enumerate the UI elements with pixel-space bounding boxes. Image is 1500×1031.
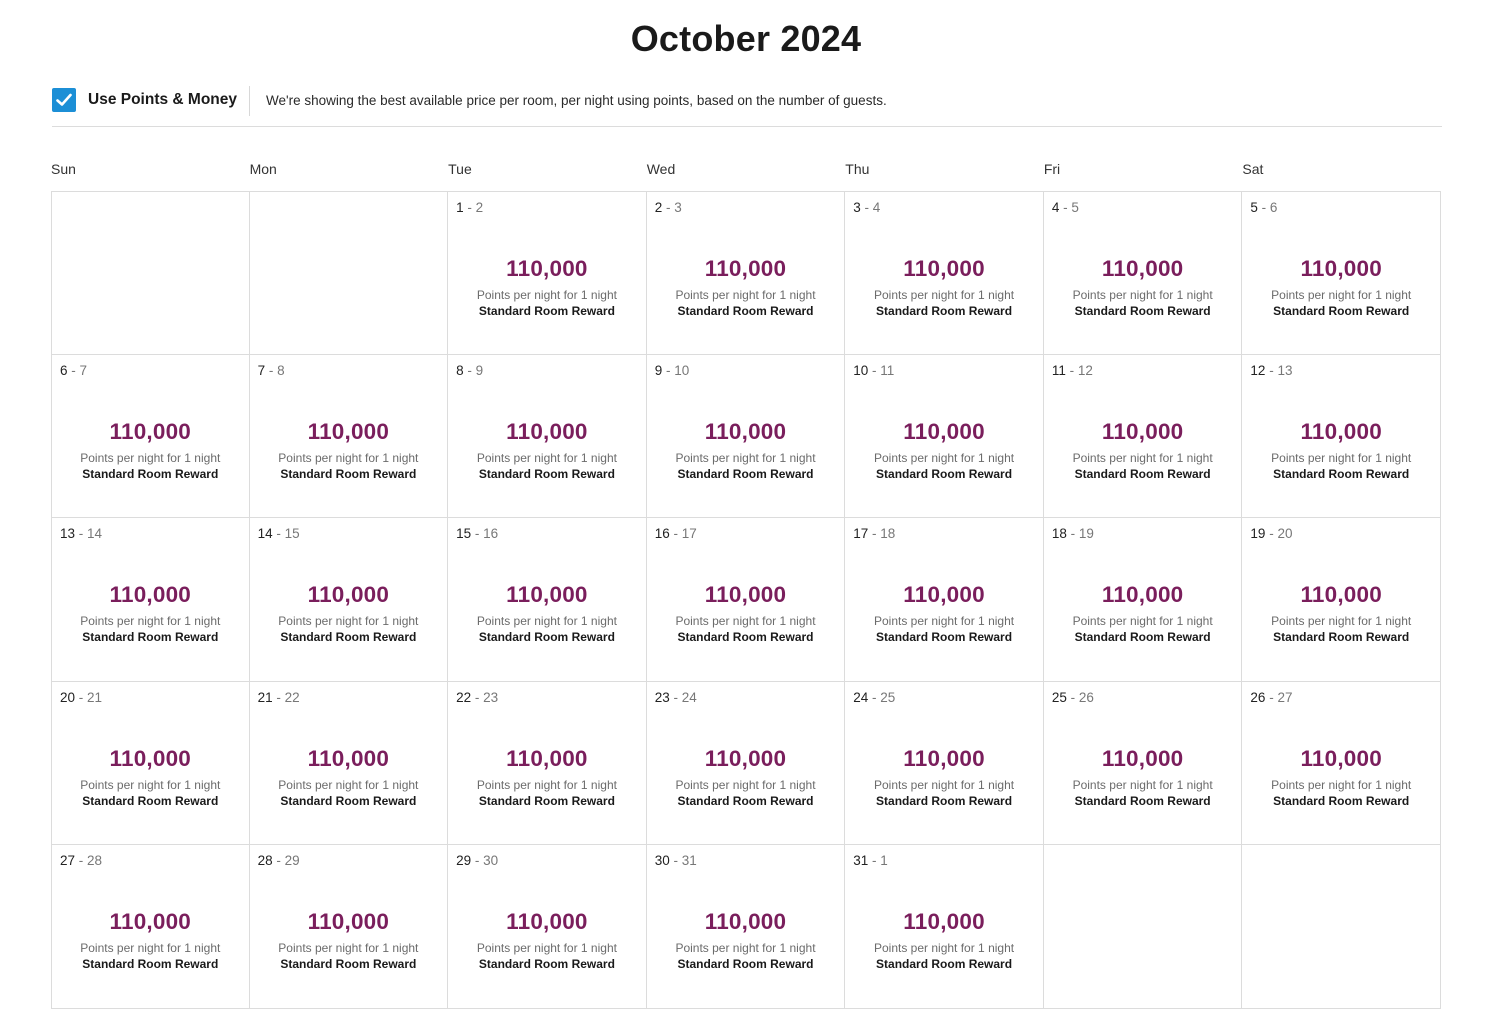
range-separator: - — [669, 526, 682, 542]
check-in-day: 2 — [654, 200, 663, 215]
range-separator: - — [868, 689, 881, 705]
reward-type: Standard Room Reward — [1273, 630, 1410, 645]
points-price: 110,000 — [903, 745, 985, 771]
range-separator: - — [1066, 689, 1079, 705]
check-in-day: 17 — [853, 526, 869, 542]
date-range — [60, 363, 87, 378]
date-range — [60, 526, 102, 541]
points-price: 110,000 — [1300, 745, 1382, 771]
price-caption: Points per night for 1 night — [1271, 450, 1412, 465]
reward-type: Standard Room Reward — [677, 304, 814, 318]
date-range — [853, 200, 880, 215]
date-range — [258, 526, 300, 541]
points-price: 110,000 — [704, 418, 787, 444]
weekday-sun: Sun — [51, 161, 76, 177]
check-out-day: 4 — [872, 200, 881, 215]
date-cell[interactable] — [845, 518, 1044, 682]
check-in-day: 6 — [60, 362, 68, 378]
price-caption: Points per night for 1 night — [1072, 614, 1213, 629]
reward-type: Standard Room Reward — [1273, 793, 1410, 808]
points-price: 110,000 — [1300, 418, 1382, 444]
date-range — [456, 363, 483, 378]
use-points-money-checkbox[interactable] — [52, 88, 76, 112]
points-price: 110,000 — [704, 745, 787, 771]
reward-type: Standard Room Reward — [280, 630, 417, 645]
points-price: 110,000 — [307, 582, 390, 608]
weekday-wed: Wed — [646, 161, 676, 177]
check-in-day: 13 — [60, 526, 76, 542]
date-range — [655, 853, 697, 868]
date-range — [655, 200, 682, 215]
check-in-day: 12 — [1250, 362, 1266, 378]
check-in-day: 14 — [257, 526, 273, 542]
check-in-day: 27 — [60, 853, 76, 869]
date-range — [60, 853, 102, 868]
check-out-day: 5 — [1071, 200, 1079, 215]
points-price: 110,000 — [506, 256, 588, 281]
date-range — [1250, 200, 1277, 215]
date-cell[interactable] — [51, 845, 250, 1009]
reward-type: Standard Room Reward — [82, 630, 219, 645]
check-out-day: 26 — [1078, 689, 1094, 705]
reward-type: Standard Room Reward — [1074, 466, 1211, 481]
date-cell[interactable] — [1044, 682, 1243, 846]
date-range — [1250, 690, 1292, 705]
check-in-day: 28 — [257, 853, 273, 869]
check-out-day: 16 — [483, 526, 499, 542]
check-out-day: 25 — [880, 689, 896, 705]
date-cell[interactable] — [845, 355, 1044, 519]
checkmark-icon — [56, 93, 72, 107]
reward-type: Standard Room Reward — [280, 793, 417, 808]
points-price: 110,000 — [506, 582, 588, 608]
reward-type: Standard Room Reward — [478, 793, 615, 808]
date-cell[interactable] — [647, 355, 846, 519]
date-cell[interactable] — [250, 845, 449, 1009]
check-in-day: 10 — [853, 362, 869, 378]
price-caption: Points per night for 1 night — [80, 941, 221, 956]
date-cell[interactable] — [845, 191, 1044, 355]
points-price: 110,000 — [903, 582, 985, 608]
weekday-mon: Mon — [249, 161, 277, 177]
range-separator: - — [1265, 362, 1278, 378]
check-in-day: 1 — [456, 200, 464, 215]
date-cell[interactable] — [647, 845, 846, 1009]
range-separator: - — [868, 526, 881, 542]
check-out-day: 17 — [681, 526, 697, 542]
range-separator: - — [471, 853, 484, 869]
range-separator: - — [75, 689, 88, 705]
price-caption: Points per night for 1 night — [1072, 288, 1213, 302]
price-caption: Points per night for 1 night — [874, 941, 1015, 956]
page-title: October 2024 — [630, 18, 862, 59]
weekday-fri: Fri — [1043, 161, 1061, 177]
points-price: 110,000 — [1101, 745, 1184, 771]
pricing-description: We're showing the best available price per room, per night using points, based on the number of guests. — [266, 93, 887, 108]
date-cell[interactable] — [448, 191, 647, 355]
points-price: 110,000 — [109, 418, 192, 444]
check-out-day: 19 — [1078, 526, 1094, 542]
price-caption: Points per night for 1 night — [278, 450, 419, 465]
date-cell[interactable] — [1242, 355, 1441, 519]
points-price: 110,000 — [307, 909, 390, 935]
points-price: 110,000 — [109, 745, 192, 771]
date-range — [258, 363, 285, 378]
range-separator: - — [662, 200, 675, 215]
weekday-sat: Sat — [1242, 161, 1264, 177]
date-cell[interactable] — [448, 682, 647, 846]
date-cell[interactable] — [250, 518, 449, 682]
price-caption: Points per night for 1 night — [1271, 614, 1412, 629]
date-cell[interactable] — [250, 682, 449, 846]
check-out-day: 18 — [880, 526, 896, 542]
price-caption: Points per night for 1 night — [1271, 777, 1412, 792]
check-in-day: 15 — [456, 526, 472, 542]
date-cell[interactable] — [1044, 518, 1243, 682]
check-out-day: 22 — [284, 689, 300, 705]
check-out-day: 24 — [681, 689, 697, 705]
price-caption: Points per night for 1 night — [278, 777, 419, 792]
range-separator: - — [272, 689, 285, 705]
check-out-day: 14 — [87, 526, 103, 542]
points-price: 110,000 — [903, 909, 985, 935]
reward-type: Standard Room Reward — [478, 957, 615, 972]
price-caption: Points per night for 1 night — [874, 450, 1015, 465]
check-in-day: 31 — [853, 853, 869, 869]
date-range — [1250, 363, 1292, 378]
range-separator: - — [662, 362, 675, 378]
date-cell[interactable] — [1044, 191, 1243, 355]
points-price: 110,000 — [109, 909, 192, 935]
date-range — [853, 363, 894, 378]
date-cell[interactable] — [51, 518, 250, 682]
check-in-day: 24 — [853, 689, 869, 705]
date-range — [1250, 526, 1292, 541]
range-separator: - — [1066, 526, 1079, 542]
range-separator: - — [669, 689, 682, 705]
points-price: 110,000 — [903, 418, 985, 444]
check-out-day: 13 — [1277, 362, 1293, 378]
price-caption: Points per night for 1 night — [476, 777, 617, 792]
range-separator: - — [272, 853, 285, 869]
empty-cell — [1242, 845, 1441, 1009]
check-in-day: 7 — [257, 362, 266, 378]
check-out-day: 23 — [483, 689, 499, 705]
points-money-toggle-row — [52, 86, 1442, 127]
price-caption: Points per night for 1 night — [675, 941, 816, 956]
date-range — [258, 690, 300, 705]
check-out-day: 2 — [475, 200, 484, 215]
range-separator: - — [471, 526, 484, 542]
check-out-day: 27 — [1277, 689, 1293, 705]
points-price: 110,000 — [506, 745, 588, 771]
check-out-day: 28 — [87, 853, 103, 869]
range-separator: - — [1059, 200, 1072, 215]
reward-type: Standard Room Reward — [677, 793, 814, 808]
date-range — [655, 690, 697, 705]
check-in-day: 29 — [456, 853, 472, 869]
points-price: 110,000 — [506, 909, 588, 935]
date-range — [258, 853, 300, 868]
reward-type: Standard Room Reward — [1074, 304, 1211, 318]
check-in-day: 16 — [654, 526, 670, 542]
date-cell[interactable] — [448, 845, 647, 1009]
check-out-day: 30 — [483, 853, 499, 869]
range-separator: - — [75, 526, 88, 542]
check-out-day: 1 — [880, 853, 888, 869]
check-in-day: 19 — [1250, 526, 1266, 542]
price-caption: Points per night for 1 night — [476, 450, 617, 465]
price-caption: Points per night for 1 night — [675, 614, 816, 629]
price-caption: Points per night for 1 night — [476, 288, 617, 302]
empty-cell — [51, 191, 250, 355]
points-price: 110,000 — [506, 418, 588, 444]
range-separator: - — [868, 853, 881, 869]
points-price: 110,000 — [704, 909, 787, 935]
reward-type: Standard Room Reward — [280, 466, 417, 481]
toggle-divider — [249, 86, 250, 116]
date-range — [1052, 200, 1079, 215]
range-separator: - — [67, 362, 80, 378]
date-cell[interactable] — [51, 682, 250, 846]
date-cell[interactable] — [647, 682, 846, 846]
price-caption: Points per night for 1 night — [675, 450, 816, 465]
use-points-money-label[interactable]: Use Points & Money — [88, 91, 237, 108]
range-separator: - — [471, 689, 484, 705]
check-in-day: 22 — [456, 689, 472, 705]
date-range — [853, 526, 895, 541]
price-caption: Points per night for 1 night — [874, 288, 1015, 302]
price-caption: Points per night for 1 night — [675, 288, 816, 302]
price-caption: Points per night for 1 night — [476, 941, 617, 956]
check-out-day: 12 — [1077, 362, 1093, 378]
check-out-day: 11 — [880, 362, 895, 378]
date-range — [655, 363, 690, 378]
price-caption: Points per night for 1 night — [476, 614, 617, 629]
date-range — [60, 690, 102, 705]
points-price: 110,000 — [1101, 256, 1184, 281]
reward-type: Standard Room Reward — [677, 957, 814, 972]
date-cell[interactable] — [1242, 682, 1441, 846]
reward-type: Standard Room Reward — [1074, 793, 1211, 808]
check-in-day: 25 — [1051, 689, 1067, 705]
check-out-day: 21 — [87, 689, 103, 705]
price-caption: Points per night for 1 night — [1072, 450, 1213, 465]
check-out-day: 10 — [674, 362, 690, 378]
reward-type: Standard Room Reward — [82, 957, 219, 972]
reward-type: Standard Room Reward — [876, 630, 1013, 645]
reward-type: Standard Room Reward — [1273, 466, 1410, 481]
range-separator: - — [463, 362, 476, 378]
check-in-day: 18 — [1051, 526, 1067, 542]
date-cell[interactable] — [1242, 191, 1441, 355]
reward-type: Standard Room Reward — [876, 793, 1013, 808]
reward-type: Standard Room Reward — [280, 957, 417, 972]
reward-type: Standard Room Reward — [1074, 630, 1211, 645]
check-in-day: 11 — [1051, 362, 1066, 378]
reward-type: Standard Room Reward — [876, 957, 1013, 972]
points-price: 110,000 — [1300, 256, 1382, 281]
date-cell[interactable] — [250, 355, 449, 519]
range-separator: - — [463, 200, 476, 215]
date-range — [1052, 526, 1094, 541]
reward-type: Standard Room Reward — [82, 466, 219, 481]
date-cell[interactable] — [647, 191, 846, 355]
range-separator: - — [265, 362, 278, 378]
reward-type: Standard Room Reward — [677, 466, 814, 481]
check-in-day: 3 — [853, 200, 861, 215]
date-cell[interactable] — [845, 845, 1044, 1009]
date-range — [1052, 690, 1094, 705]
check-out-day: 7 — [79, 362, 88, 378]
price-caption: Points per night for 1 night — [80, 450, 221, 465]
check-in-day: 20 — [60, 689, 76, 705]
points-price: 110,000 — [1300, 582, 1382, 608]
points-price: 110,000 — [704, 256, 787, 281]
points-price: 110,000 — [1101, 418, 1184, 444]
range-separator: - — [669, 853, 682, 869]
price-caption: Points per night for 1 night — [278, 941, 419, 956]
check-in-day: 9 — [654, 362, 663, 378]
price-caption: Points per night for 1 night — [1072, 777, 1213, 792]
date-range — [456, 200, 483, 215]
points-price: 110,000 — [704, 582, 787, 608]
date-cell[interactable] — [1242, 518, 1441, 682]
points-price: 110,000 — [307, 418, 390, 444]
date-range — [853, 690, 895, 705]
points-price: 110,000 — [903, 256, 985, 281]
check-out-day: 9 — [475, 362, 484, 378]
points-price: 110,000 — [307, 745, 390, 771]
date-range — [456, 526, 498, 541]
empty-cell — [250, 191, 449, 355]
date-cell[interactable] — [448, 355, 647, 519]
reward-type: Standard Room Reward — [478, 466, 615, 481]
range-separator: - — [860, 200, 873, 215]
date-range — [456, 690, 498, 705]
reward-type: Standard Room Reward — [677, 630, 814, 645]
check-out-day: 3 — [674, 200, 682, 215]
date-range — [1052, 363, 1093, 378]
date-range — [853, 853, 888, 868]
reward-type: Standard Room Reward — [876, 466, 1013, 481]
price-caption: Points per night for 1 night — [1271, 288, 1412, 302]
reward-type: Standard Room Reward — [478, 304, 615, 318]
check-out-day: 29 — [284, 853, 300, 869]
range-separator: - — [868, 362, 881, 378]
price-caption: Points per night for 1 night — [278, 614, 419, 629]
date-range — [456, 853, 498, 868]
date-cell[interactable] — [1044, 355, 1243, 519]
date-cell[interactable] — [448, 518, 647, 682]
price-caption: Points per night for 1 night — [80, 614, 221, 629]
price-caption: Points per night for 1 night — [874, 614, 1015, 629]
points-price: 110,000 — [109, 582, 192, 608]
points-price: 110,000 — [1101, 582, 1184, 608]
check-in-day: 8 — [456, 362, 464, 378]
date-cell[interactable] — [51, 355, 250, 519]
date-range — [655, 526, 697, 541]
empty-cell — [1044, 845, 1243, 1009]
range-separator: - — [1265, 689, 1278, 705]
reward-type: Standard Room Reward — [82, 793, 219, 808]
check-out-day: 31 — [681, 853, 697, 869]
check-in-day: 5 — [1250, 200, 1258, 215]
check-in-day: 30 — [654, 853, 670, 869]
range-separator: - — [272, 526, 285, 542]
reward-type: Standard Room Reward — [478, 630, 615, 645]
reward-type: Standard Room Reward — [876, 304, 1013, 318]
date-cell[interactable] — [647, 518, 846, 682]
price-caption: Points per night for 1 night — [675, 777, 816, 792]
range-separator: - — [1257, 200, 1270, 215]
check-in-day: 23 — [654, 689, 670, 705]
check-out-day: 6 — [1269, 200, 1278, 215]
range-separator: - — [75, 853, 88, 869]
range-separator: - — [1065, 362, 1078, 378]
check-out-day: 15 — [284, 526, 300, 542]
weekday-tue: Tue — [448, 161, 472, 177]
price-caption: Points per night for 1 night — [80, 777, 221, 792]
date-cell[interactable] — [845, 682, 1044, 846]
check-in-day: 4 — [1051, 200, 1060, 215]
price-caption: Points per night for 1 night — [874, 777, 1015, 792]
check-in-day: 21 — [257, 689, 273, 705]
range-separator: - — [1265, 526, 1278, 542]
calendar-grid — [51, 191, 1441, 1009]
check-in-day: 26 — [1250, 689, 1266, 705]
check-out-day: 8 — [277, 362, 285, 378]
weekday-thu: Thu — [845, 161, 870, 177]
reward-type: Standard Room Reward — [1273, 304, 1410, 318]
check-out-day: 20 — [1277, 526, 1293, 542]
